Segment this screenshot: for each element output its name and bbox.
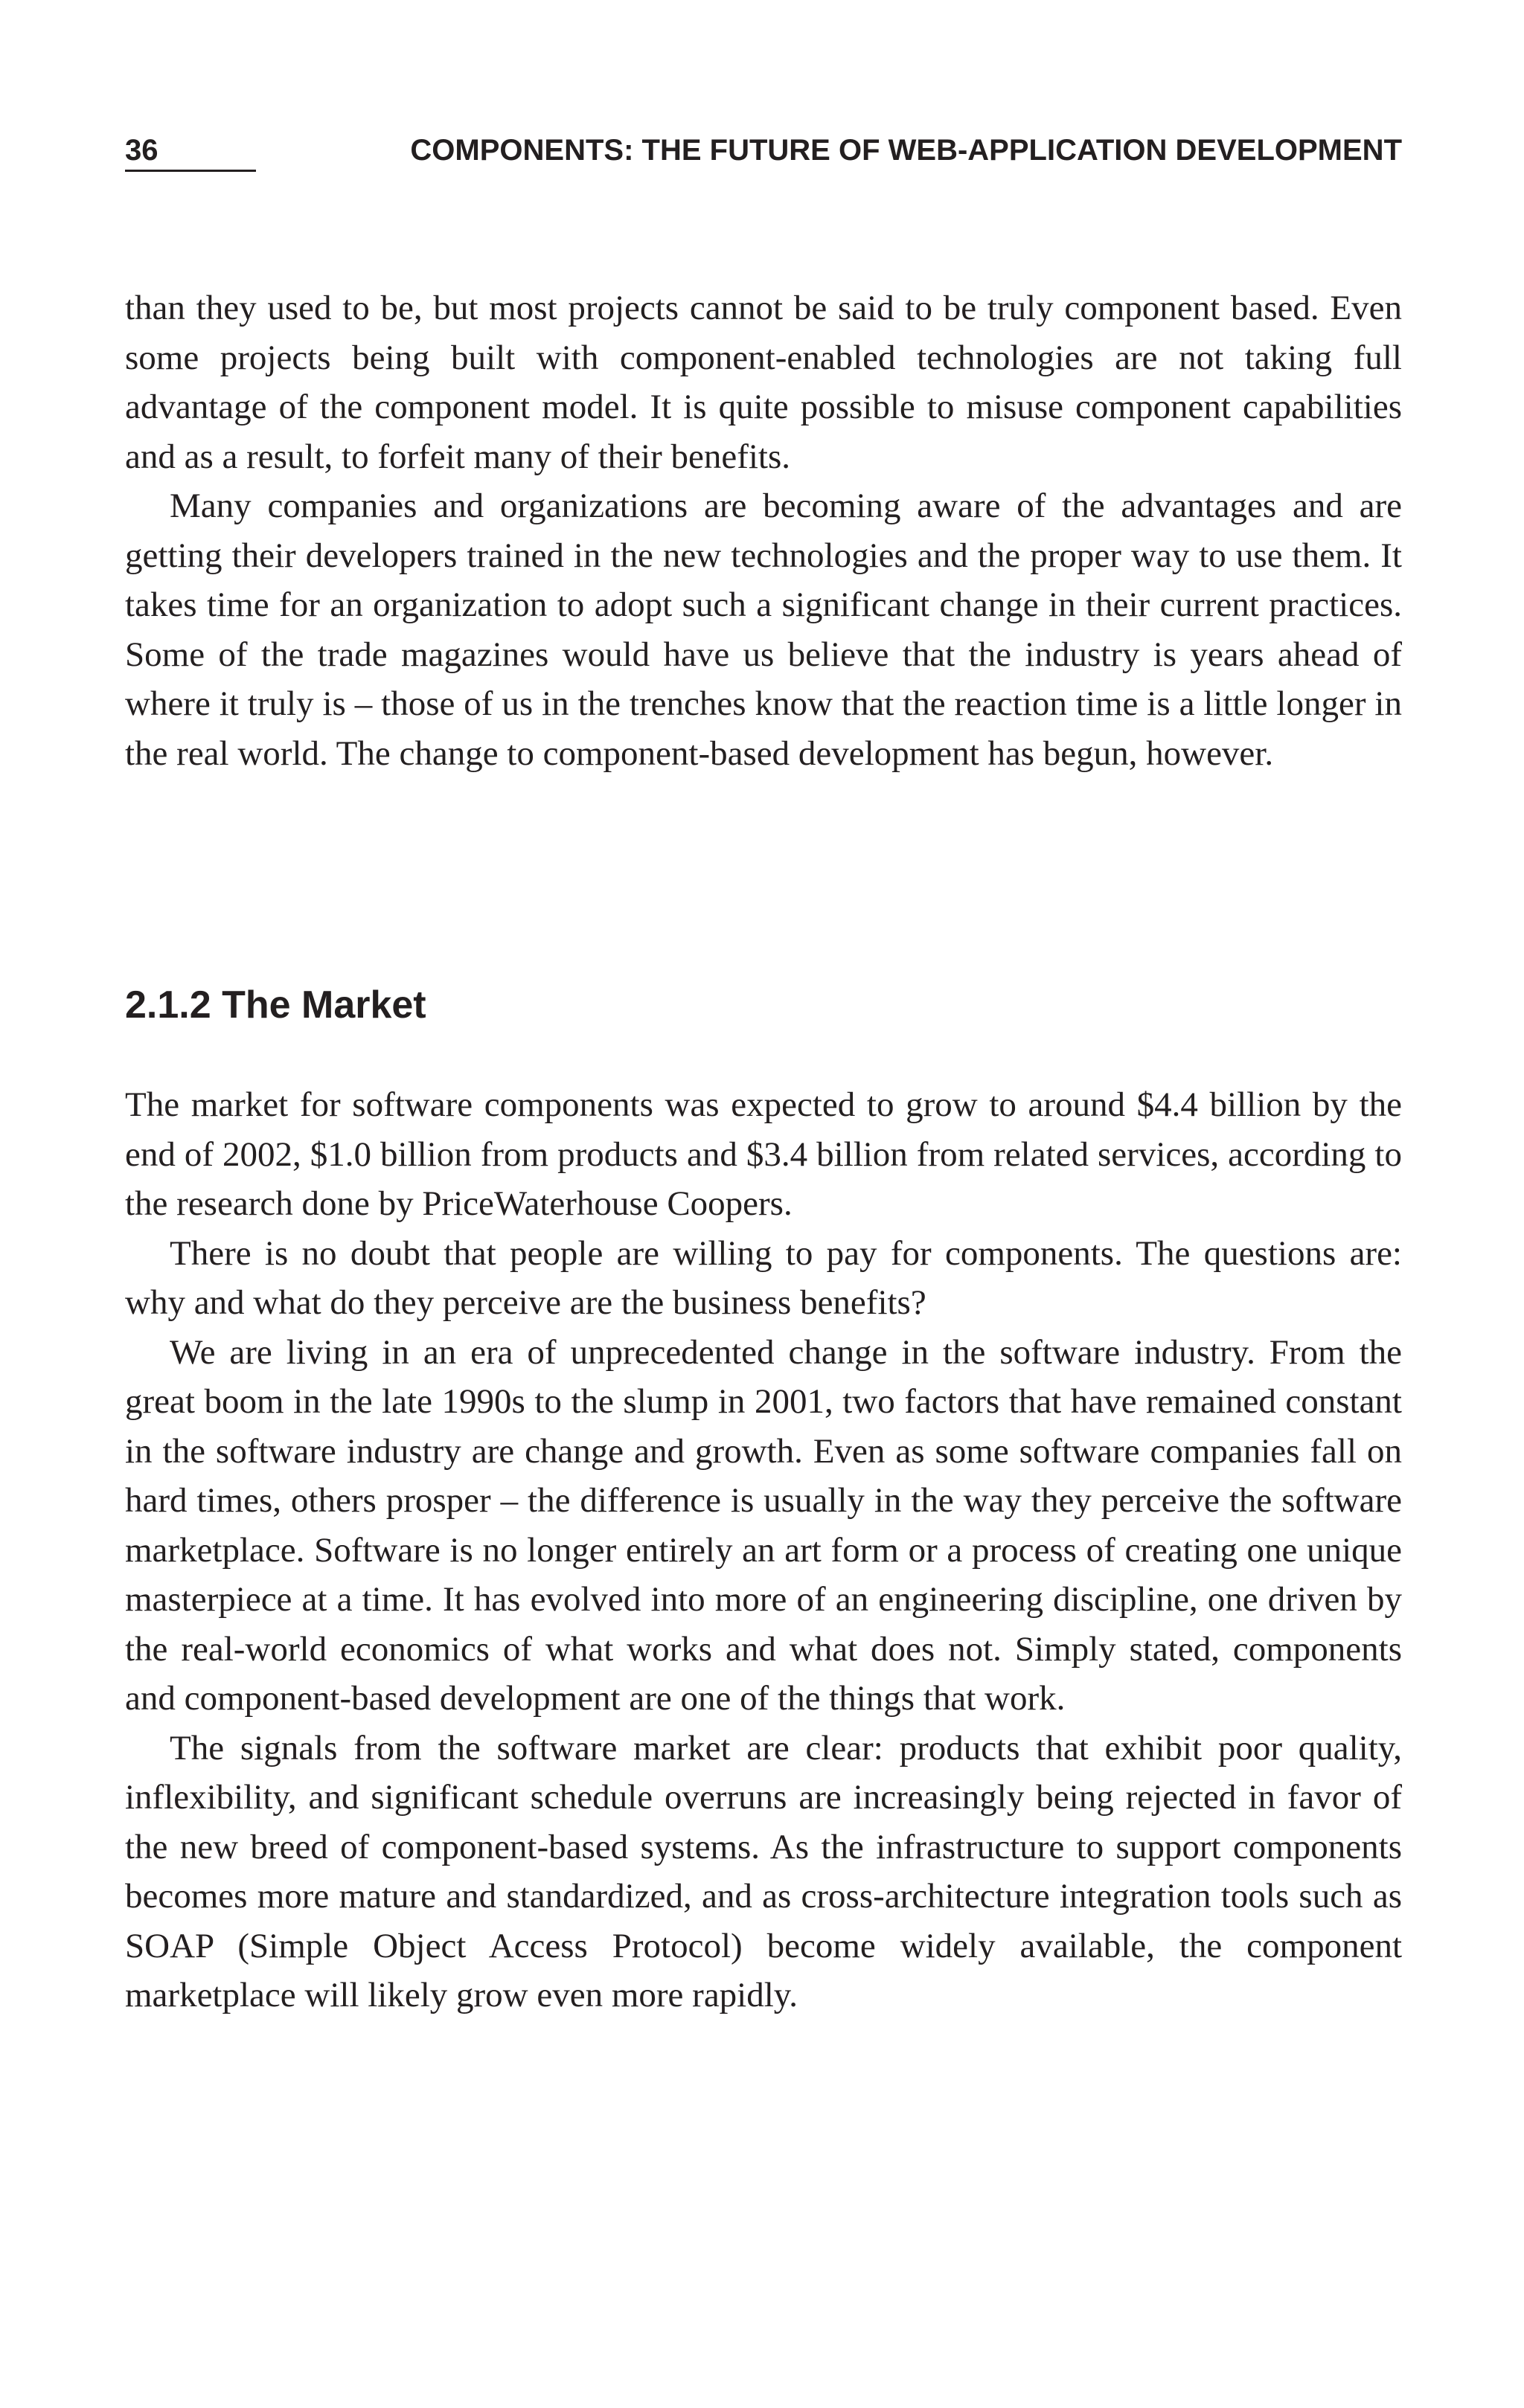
section-body	[125, 1080, 1402, 2020]
page-number: 36	[125, 128, 256, 172]
paragraph: than they used to be, but most projects cannot be said to be truly component based. Even some projects being built with component-enabled technologies are not taking full advantage of the component model. It is quite possible to misuse component capabilities and as a result, to forfeit many of their benefits.	[125, 289, 1402, 476]
running-head-title: COMPONENTS: THE FUTURE OF WEB-APPLICATION DEVELOPMENT	[410, 134, 1402, 167]
paragraph: There is no doubt that people are willing to pay for components. The questions are: why and what do they perceive are the business benefits?	[125, 1233, 1402, 1322]
running-head	[125, 128, 1402, 173]
paragraph: The signals from the software market are clear: products that exhibit poor quality, inflexibility, and significant schedule overruns are increasingly being rejected in favor of the new breed of component-based systems. As the infrastructure to support components becomes more mature and standardized, and as cross-architecture integration tools such as SOAP (Simple Object Access Protocol) become widely available, the component marketplace will likely grow even more rapidly.	[125, 1728, 1402, 2014]
paragraph: We are living in an era of unprecedented change in the software industry. From the great boom in the late 1990s to the slump in 2001, two factors that have remained constant in the software industry are change and growth. Even as some software companies fall on hard times, others prosper – the difference is usually in the way they perceive the software marketplace. Software is no longer entirely an art form or a process of creating one unique masterpiece at a time. It has evolved into more of an engineering discipline, one driven by the real-world economics of what works and what does not. Simply stated, components and component-based development are one of the things that work.	[125, 1332, 1402, 1718]
section-heading: 2.1.2 The Market	[125, 983, 426, 1027]
paragraph: Many companies and organizations are becoming aware of the advantages and are getting their developers trained in the new technologies and the proper way to use them. It takes time for an organization to adopt such a significant change in their current practices. Some of the trade magazines would have us believe that the industry is years ahead of where it truly is – those of us in the trenches know that the reaction time is a little longer in the real world. The change to component-based development has begun, however.	[125, 487, 1402, 773]
paragraph: The market for software components was expected to grow to around $4.4 billion by the end of 2002, $1.0 billion from products and $3.4 billion from related services, according to the research done by PriceWaterhouse Coopers.	[125, 1085, 1402, 1223]
intro-text	[125, 283, 1402, 778]
